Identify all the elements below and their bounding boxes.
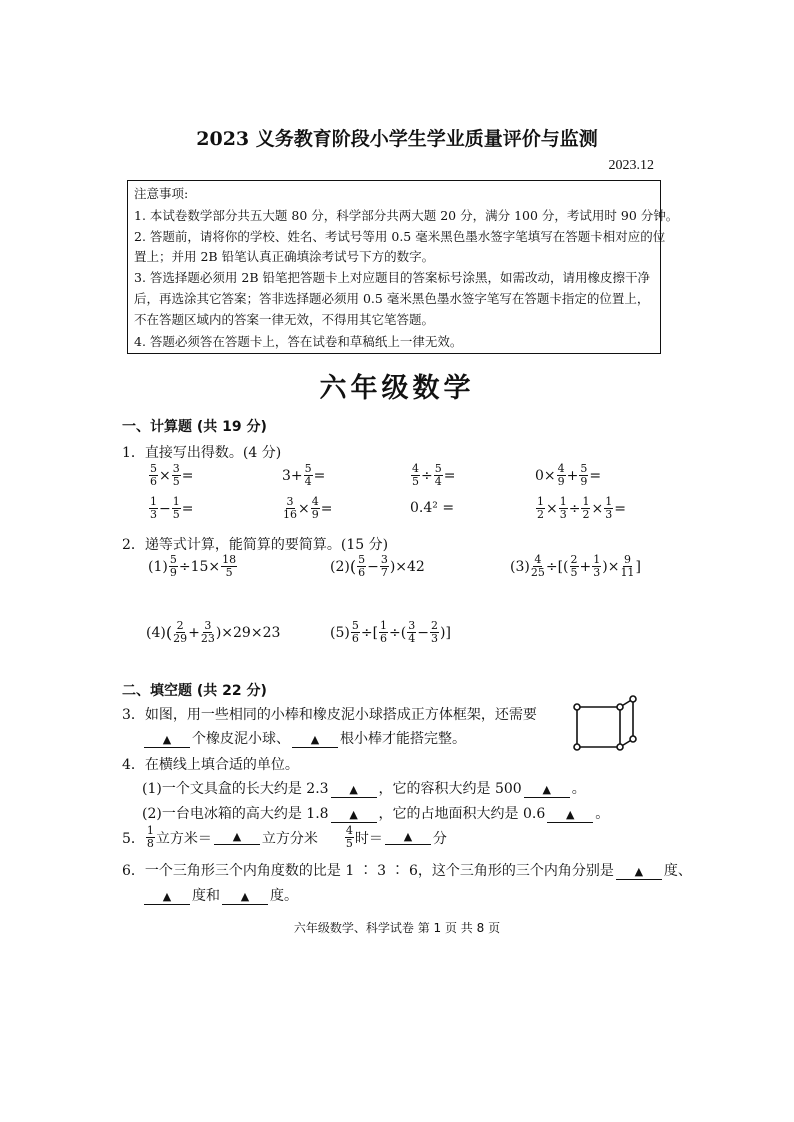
question-3: 3．如图，用一些相同的小棒和橡皮泥小球搭成正方体框架，还需要 — [122, 707, 537, 723]
answer-blank[interactable]: ▲ — [385, 830, 431, 845]
section-heading: 一、计算题 (共 19 分) — [122, 419, 267, 435]
answer-blank[interactable]: ▲ — [547, 808, 593, 823]
question-6: 6．一个三角形三个内角度数的比是 1 ∶ 3 ∶ 6，这个三角形的三个内角分别是 ▲ 度、 — [122, 863, 692, 879]
page-footer: 六年级数学、科学试卷 第 1 页 共 8 页 — [293, 921, 501, 935]
notice-line: 4. 答题必须答在答题卡上，答在试卷和草稿纸上一律无效。 — [134, 334, 463, 349]
calc-item: $\frac{1}{2}$ × $\frac{1}{3}$ ÷ $\frac{1}{2}$ × $\frac{1}{3}$ = — [537, 495, 626, 521]
notice-line: 后，再选涂其它答案；答非选择题必须用 0.5 毫米黑色墨水签字笔写在答题卡指定的位置上， — [134, 291, 650, 306]
notice-line: 1. 本试卷数学部分共五大题 80 分，科学部分共两大题 20 分，满分 100 分，考试用时 90 分钟。 — [134, 208, 679, 223]
subject-title: 六年级数学 — [319, 373, 475, 404]
notice-line: 不在答题区域内的答案一律无效，不得用其它笔答题。 — [134, 312, 435, 327]
answer-blank[interactable]: ▲ — [616, 865, 662, 880]
calc-item: 3+ $\frac{5}{4}$ = — [282, 462, 326, 488]
calc-item: (3) $\frac{4}{25}$ ÷[( $\frac{2}{5}$ + $\frac{1}{3}$ )× $\frac{9}{11}$ ] — [510, 553, 641, 579]
notice-box — [127, 180, 679, 354]
notice-line: 置上；并用 2B 铅笔认真正确填涂考试号下方的数字。 — [134, 249, 435, 264]
calc-item: $\frac{3}{16}$ × $\frac{4}{9}$ = — [283, 495, 333, 521]
answer-blank[interactable]: ▲ — [222, 890, 268, 905]
notice-line: 2. 答题前，请将你的学校、姓名、考试号等用 0.5 毫米黑色墨水签字笔填写在答题卡相对应的位 — [134, 229, 666, 244]
calc-item: (4) ( $\frac{2}{29}$ + $\frac{3}{23}$ )×29×23 — [146, 619, 281, 645]
document-title: 2023 义务教育阶段小学生学业质量评价与监测 — [196, 128, 598, 150]
question-1: 1．直接写出得数。(4 分) — [122, 445, 282, 461]
question-5: 5． $\frac{1}{8}$ 立方米＝ ▲ 立方分米 $\frac{4}{5}$ 时＝ ▲ 分 — [122, 824, 447, 850]
answer-blank[interactable]: ▲ — [331, 808, 377, 823]
answer-blank[interactable]: ▲ — [524, 783, 570, 798]
notice-heading: 注意事项: — [134, 186, 189, 201]
answer-blank[interactable]: ▲ — [144, 890, 190, 905]
calc-item: 0.4² = — [410, 500, 455, 516]
calc-item: (5) $\frac{5}{6}$ ÷[ $\frac{1}{6}$ ÷( $\frac{3}{4}$ − $\frac{2}{3}$ )] — [330, 619, 451, 645]
calc-item: $\frac{1}{3}$ − $\frac{1}{5}$ = — [150, 495, 194, 521]
question-4: 4．在横线上填合适的单位。 — [122, 757, 299, 773]
exam-date: 2023.12 — [608, 158, 654, 173]
calc-item: $\frac{4}{5}$ ÷ $\frac{5}{4}$ = — [412, 462, 456, 488]
answer-blank[interactable]: ▲ — [214, 830, 260, 845]
calc-item: (2) ( $\frac{5}{6}$ − $\frac{3}{7}$ )×42 — [330, 553, 425, 579]
calc-item: 0× $\frac{4}{9}$ + $\frac{5}{9}$ = — [535, 462, 602, 488]
question-3-blanks: ▲ 个橡皮泥小球、 ▲ 根小棒才能搭完整。 — [142, 728, 466, 748]
answer-blank[interactable]: ▲ — [331, 783, 377, 798]
answer-blank[interactable]: ▲ — [292, 733, 338, 748]
question-4-2: (2)一台电冰箱的高大约是 1.8 ▲ ，它的占地面积大约是 0.6 ▲ 。 — [142, 806, 610, 822]
cube-frame-figure — [570, 694, 642, 754]
calc-item: $\frac{5}{6}$ × $\frac{3}{5}$ = — [150, 462, 194, 488]
question-2: 2．递等式计算，能简算的要简算。(15 分) — [122, 537, 389, 553]
question-6-cont: ▲ 度和 ▲ 度。 — [142, 885, 298, 905]
calc-item: (1) $\frac{5}{9}$ ÷15× $\frac{18}{5}$ — [148, 553, 237, 579]
section-heading: 二、填空题 (共 22 分) — [122, 683, 267, 699]
notice-line: 3. 答选择题必须用 2B 铅笔把答题卡上对应题目的答案标号涂黑，如需改动，请用橡皮擦干净 — [134, 270, 650, 285]
answer-blank[interactable]: ▲ — [144, 733, 190, 748]
question-4-1: (1)一个文具盒的长大约是 2.3 ▲ ，它的容积大约是 500 ▲ 。 — [142, 781, 586, 797]
